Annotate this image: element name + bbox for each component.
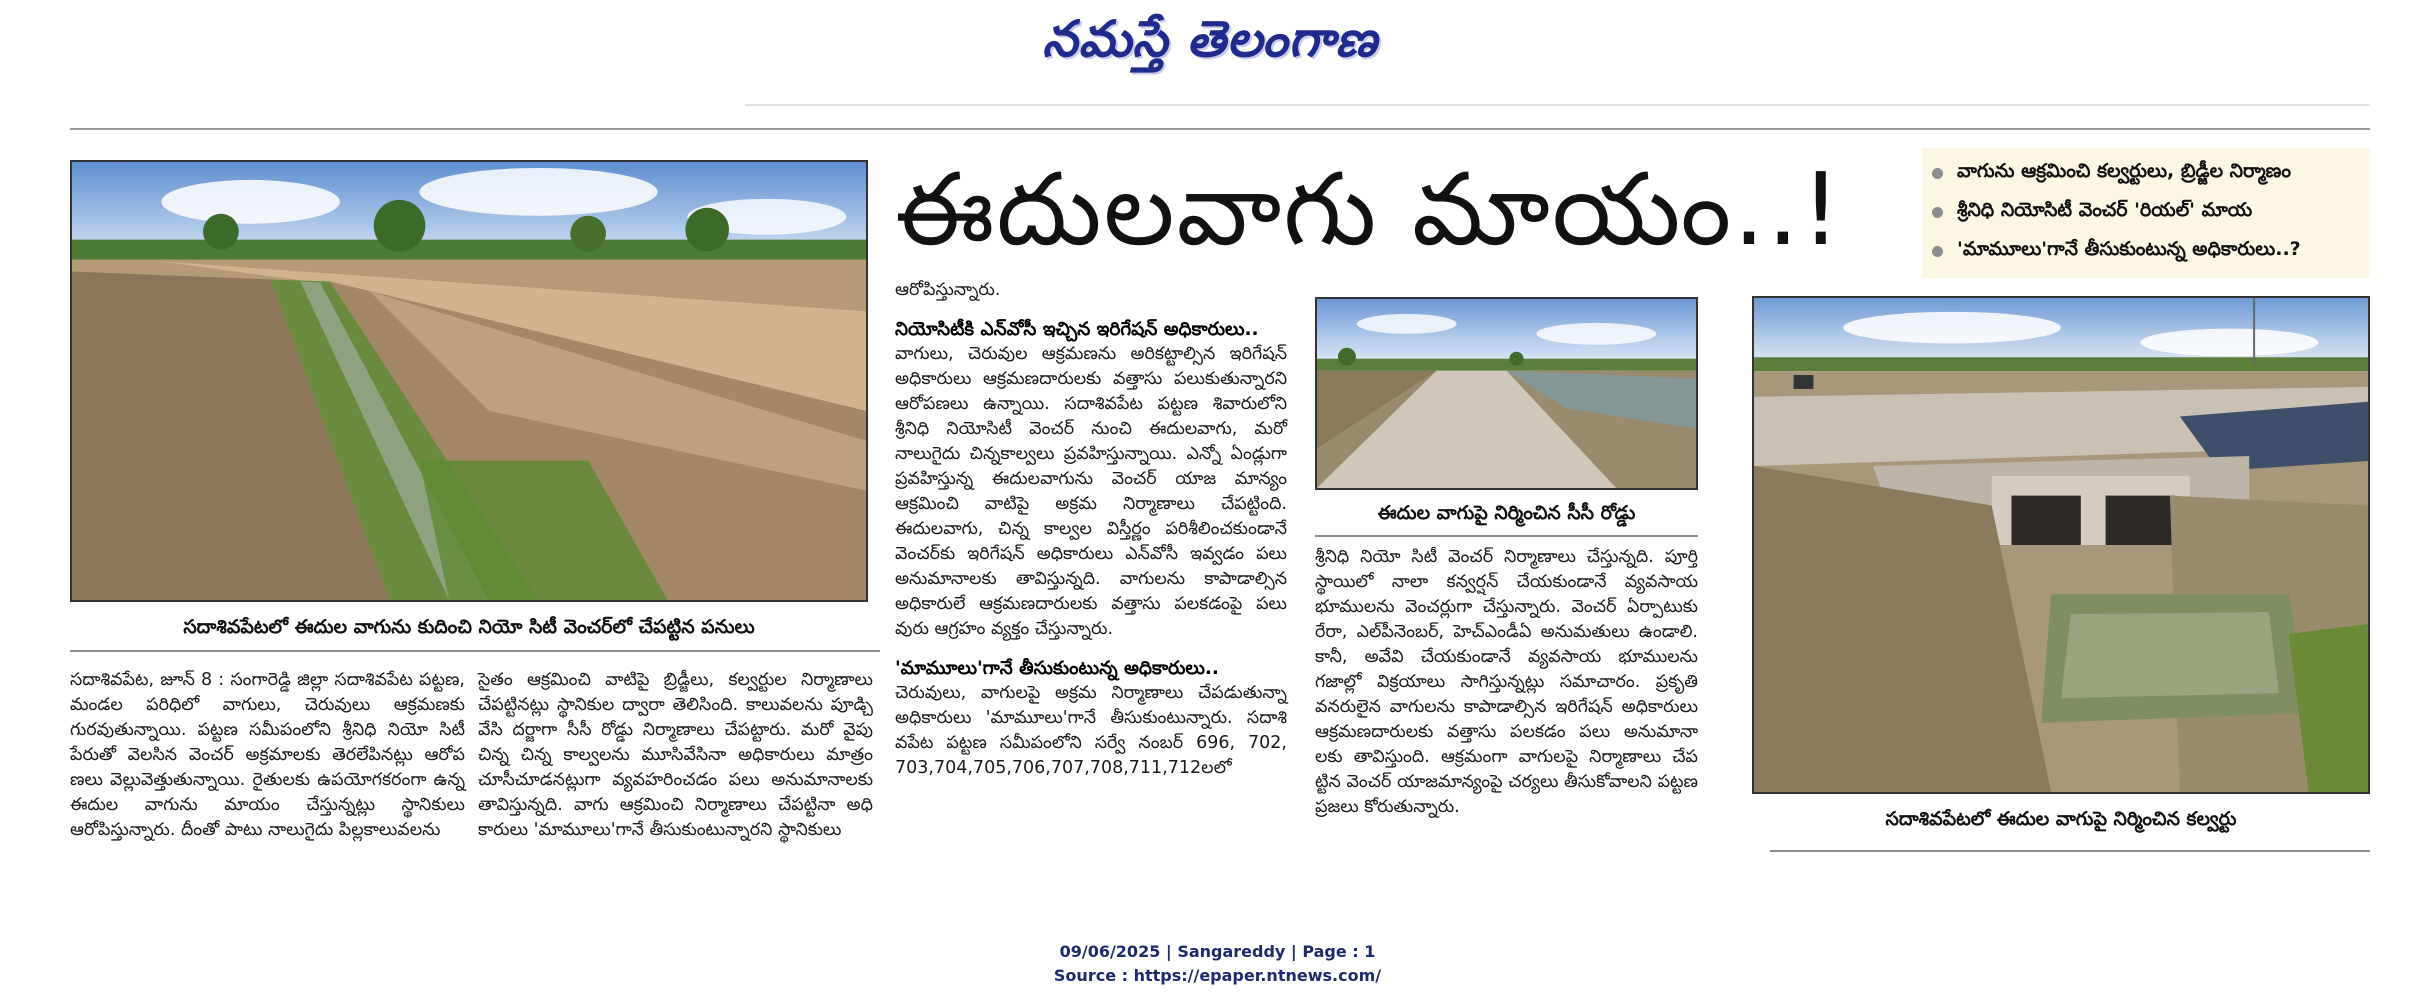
caption-divider	[1315, 535, 1698, 537]
bullet-icon	[1932, 168, 1943, 179]
bullet-icon	[1932, 207, 1943, 218]
canal-photo-caption: సదాశివపేటలో ఈదుల వాగును కుదించి నియో సిటీ వెంచర్‌లో చేపట్టిన పనులు	[183, 616, 755, 638]
footer-source: Source : https://epaper.ntnews.com/	[1053, 966, 1382, 985]
highlight-item	[1932, 154, 2360, 193]
culvert-photo	[1752, 296, 2370, 794]
highlight-text: శ్రీనిధి నియోసిటీ వెంచర్ 'రియల్' మాయ	[1957, 199, 2253, 221]
article-column-3	[895, 278, 1287, 781]
article-column-1	[70, 668, 465, 843]
highlights-box	[1922, 148, 2370, 278]
article-column-4	[1315, 545, 1698, 820]
caption-divider	[70, 650, 880, 652]
article-column-2	[478, 668, 873, 843]
article-paragraph: సైతం ఆక్రమించి వాటిపై బ్రిడ్జీలు, కల్వర్టుల నిర్మాణాలు చేపట్టినట్లు స్థానికుల ద్వారా తెలిసింది. కాలువలను పూడ్చి వేసి దర్జాగా సీసీ రోడ్డు నిర్మాణాలు చేపట్టారు. మరో వైపు చిన్న చిన్న కాల్వలను మూసివేసినా అధికారులు మాత్రం చూసీచూడనట్లుగా వ్యవహరించడం పలు అనుమానాలకు తావిస్తున్నది. వాగు ఆక్రమించి నిర్మాణాలు చేపట్టినా అధి కారులు 'మామూలు'గానే తీసుకుంటున్నారని స్థానికులు	[478, 670, 873, 840]
highlight-item	[1932, 193, 2360, 232]
masthead-logo: నమస్తే తెలంగాణ	[1042, 9, 1378, 68]
subheading: 'మామూలు'గానే తీసుకుంటున్న అధికారులు..	[895, 658, 1219, 679]
headline: ఈదులవాగు మాయం..!	[895, 151, 1843, 268]
article-paragraph: వాగులు, చెరువుల ఆక్రమణను అరికట్టాల్సిన ఇరిగేషన్ అధికారులు ఆక్రమణదారులకు వత్తాసు పలుకుతున్నారని ఆరోపణలు ఉన్నాయి. సదాశివపేట పట్టణ శివారులోని శ్రీనిధి నియోసిటీ వెంచర్ నుంచి ఈదులవాగు, మరో నాలుగైదు చిన్నకాల్వలు ప్రవహిస్తున్నాయి. ఎన్నో ఏండ్లుగా ప్రవహిస్తున్న ఈదులవాగును వెంచర్ యాజ మాన్యం ఆక్రమించి వాటిపై అక్రమ నిర్మాణాలు చేపట్టింది. ఈదులవాగు, చిన్న కాల్వల విస్తీర్ణం పరిశీలించకుండానే వెంచర్‌కు ఇరిగేషన్ అధికారులు ఎన్‌వోసీ ఇవ్వడం పలు అనుమానాలకు తావిస్తున్నది. వాగులను కాపాడాల్సిన అధికారులే ఆక్రమణదారులకు వత్తాసు పలకడంపై పలు వురు ఆగ్రహం వ్యక్తం చేస్తున్నారు.	[895, 344, 1287, 639]
masthead-divider	[745, 104, 2370, 106]
subheading: నియోసిటీకి ఎన్‌వోసీ ఇచ్చిన ఇరిగేషన్ అధికారులు..	[895, 319, 1259, 340]
highlight-text: 'మామూలు'గానే తీసుకుంటున్న అధికారులు..?	[1957, 238, 2301, 260]
article-paragraph: చెరువులు, వాగులపై అక్రమ నిర్మాణాలు చేపడుతున్నా అధికారులు 'మామూలు'గానే తీసుకుంటున్నారు. సదాశి వపేట పట్టణ సమీపంలోని సర్వే నంబర్ 696, 702, 703,704,705,706,707,708,711,712లలో	[895, 683, 1287, 778]
highlight-item	[1932, 232, 2360, 271]
article-paragraph: సదాశివపేట, జూన్ 8 : సంగారెడ్డి జిల్లా సదాశివపేట పట్టణ, మండల పరిధిలో వాగులు, చెరువులు ఆక్రమణకు గురవుతున్నాయి. పట్టణ సమీపంలోని శ్రీనిధి నియో సిటీ పేరుతో వెలసిన వెంచర్ అక్రమాలకు తెరలేపినట్లు ఆరోప ణలు వెల్లువెత్తుతున్నాయి. రైతులకు ఉపయోగకరంగా ఉన్న ఈదుల వాగును మాయం చేస్తున్నట్లు స్థానికులు ఆరోపిస్తున్నారు. దీంతో పాటు నాలుగైదు పిల్లకాలువలను	[70, 670, 465, 840]
highlight-text: వాగును ఆక్రమించి కల్వర్టులు, బ్రిడ్జీల నిర్మాణం	[1957, 160, 2291, 182]
canal-photo	[70, 160, 868, 602]
road-photo	[1315, 297, 1698, 490]
top-divider	[70, 128, 2370, 130]
article-paragraph: శ్రీనిధి నియో సిటీ వెంచర్ నిర్మాణాలు చేస్తున్నది. పూర్తి స్థాయిలో నాలా కన్వర్షన్ చేయకుండానే వ్యవసాయ భూములను వెంచర్లుగా చేస్తున్నారు. వెంచర్ ఏర్పాటుకు రేరా, ఎల్‌పీనెంబర్, హెచ్ఎండీఏ అనుమతులు ఉండాలి. కానీ, అవేవి చేయకుండానే వ్యవసాయ భూములను గజాల్లో విక్రయాలు సాగిస్తున్నట్లు సమాచారం. ప్రకృతి వనరులైన వాగులను కాపాడాల్సిన ఇరిగేషన్ అధికారులు ఆక్రమణదారులకు వత్తాసు పలకడం పలు అనుమానా లకు తావిస్తుంది. ఆక్రమంగా వాగులపై నిర్మాణాలు చేప ట్టిన వెంచర్ యాజమాన్యంపై చర్యలు తీసుకోవాలని పట్టణ ప్రజలు కోరుతున్నారు.	[1315, 547, 1698, 817]
article-paragraph: ఆరోపిస్తున్నారు.	[895, 280, 1001, 300]
bullet-icon	[1932, 246, 1943, 257]
footer-dateline: 09/06/2025 | Sangareddy | Page : 1	[1059, 942, 1376, 961]
caption-divider	[1770, 850, 2370, 852]
road-photo-caption: ఈదుల వాగుపై నిర్మించిన సీసీ రోడ్డు	[1377, 502, 1636, 524]
culvert-photo-caption: సదాశివపేటలో ఈదుల వాగుపై నిర్మించిన కల్వర్టు	[1885, 808, 2237, 830]
